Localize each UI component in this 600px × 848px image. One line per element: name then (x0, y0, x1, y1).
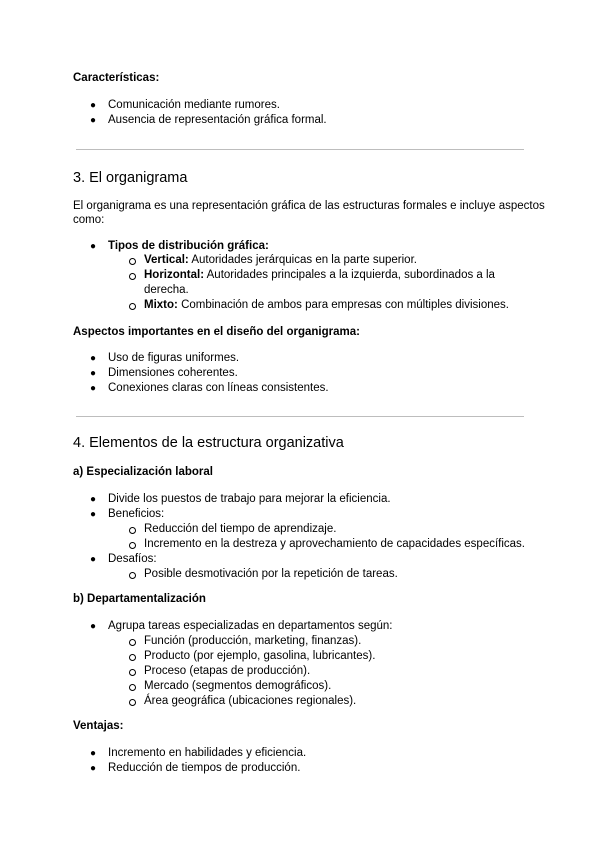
bullet-icon: ● (90, 383, 97, 394)
list-item: Vertical: Autoridades jerárquicas en la parte superior. (144, 254, 417, 266)
list-item: Agrupa tareas especializadas en departamentos según: (108, 620, 393, 632)
circle-bullet-icon (129, 542, 136, 549)
list-item: Producto (por ejemplo, gasolina, lubricantes). (144, 650, 376, 662)
bullet-icon: ● (90, 353, 97, 364)
bullet-icon: ● (90, 368, 97, 379)
bullet-icon: ● (90, 494, 97, 505)
divider (76, 416, 524, 417)
list-item: Conexiones claras con líneas consistentes. (108, 382, 329, 394)
bullet-icon: ● (90, 621, 97, 632)
bullet-icon: ● (90, 509, 97, 520)
list-item: Comunicación mediante rumores. (108, 99, 280, 111)
list-item: Uso de figuras uniformes. (108, 352, 240, 364)
section-3-title: 3. El organigrama (73, 170, 188, 186)
list-item: Mercado (segmentos demográficos). (144, 680, 332, 692)
bullet-icon: ● (90, 554, 97, 565)
section-4-title: 4. Elementos de la estructura organizativa (73, 435, 344, 451)
list-item: Desafíos: (108, 553, 157, 565)
bullet-icon: ● (90, 241, 97, 252)
circle-bullet-icon (129, 669, 136, 676)
bullet-icon: ● (90, 100, 97, 111)
list-item: Beneficios: (108, 508, 165, 520)
subsection-b-heading: b) Departamentalización (73, 593, 206, 605)
circle-bullet-icon (129, 303, 136, 310)
list-item: Dimensiones coherentes. (108, 367, 238, 379)
circle-bullet-icon (129, 639, 136, 646)
list-item: Incremento en la destreza y aprovechamiento de capacidades específicas. (144, 538, 525, 550)
aspectos-heading: Aspectos importantes en el diseño del organigrama: (73, 326, 360, 338)
section-3-intro: El organigrama es una representación gráfica de las estructuras formales e incluye aspectos (73, 200, 545, 212)
caracteristicas-heading: Características: (73, 72, 160, 84)
bullet-icon: ● (90, 115, 97, 126)
divider (76, 149, 524, 150)
subsection-a-heading: a) Especialización laboral (73, 466, 213, 478)
list-item: Incremento en habilidades y eficiencia. (108, 747, 307, 759)
list-item: Divide los puestos de trabajo para mejorar la eficiencia. (108, 493, 391, 505)
list-item: Posible desmotivación por la repetición de tareas. (144, 568, 398, 580)
list-item: Ausencia de representación gráfica formal. (108, 114, 327, 126)
circle-bullet-icon (129, 258, 136, 265)
list-item: Proceso (etapas de producción). (144, 665, 311, 677)
list-item: Reducción del tiempo de aprendizaje. (144, 523, 337, 535)
list-item: Horizontal: Autoridades principales a la izquierda, subordinados a la (144, 269, 495, 281)
list-item: Área geográfica (ubicaciones regionales). (144, 695, 357, 707)
list-item: Función (producción, marketing, finanzas). (144, 635, 362, 647)
list-item-cont: derecha. (144, 284, 189, 296)
section-3-intro-cont: como: (73, 214, 105, 226)
list-item: Mixto: Combinación de ambos para empresas con múltiples divisiones. (144, 299, 509, 311)
circle-bullet-icon (129, 527, 136, 534)
circle-bullet-icon (129, 699, 136, 706)
circle-bullet-icon (129, 654, 136, 661)
circle-bullet-icon (129, 572, 136, 579)
circle-bullet-icon (129, 684, 136, 691)
bullet-icon: ● (90, 763, 97, 774)
ventajas-heading: Ventajas: (73, 720, 124, 732)
list-item: Reducción de tiempos de producción. (108, 762, 301, 774)
list-item: Tipos de distribución gráfica: (108, 240, 269, 252)
bullet-icon: ● (90, 748, 97, 759)
circle-bullet-icon (129, 273, 136, 280)
